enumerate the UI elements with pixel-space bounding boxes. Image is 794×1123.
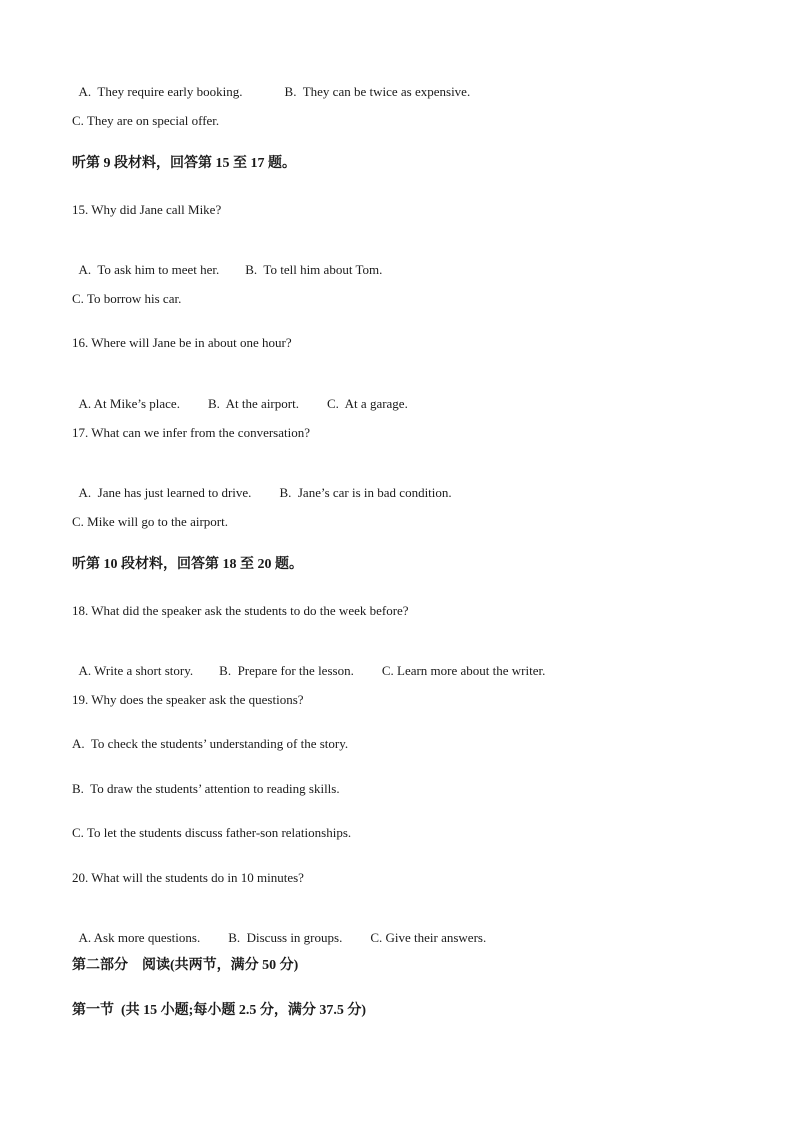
q17-option-a: A. Jane has just learned to drive. [78, 485, 252, 500]
q14-option-b: B. They can be twice as expensive. [284, 84, 471, 99]
part-2-heading: 第二部分 阅读(共两节，满分 50 分) [72, 958, 299, 973]
q20-option-c: C. Give their answers. [370, 930, 487, 945]
line-q20-abc [72, 914, 486, 946]
q20-option-a: A. Ask more questions. [78, 930, 201, 945]
q18-option-c: C. Learn more about the writer. [381, 663, 546, 678]
q19-option-c: C. To let the students discuss father-son relationships. [72, 825, 352, 840]
line-q16-abc [72, 380, 408, 412]
q17-question: 17. What can we infer from the conversation? [72, 425, 310, 440]
q19-option-b: B. To draw the students’ attention to reading skills. [72, 781, 340, 796]
q15-option-c: C. To borrow his car. [72, 291, 182, 306]
line-q15-ab [72, 246, 382, 278]
q20-option-b: B. Discuss in groups. [228, 930, 343, 945]
line-q14-ab [72, 68, 470, 100]
line-q18-abc [72, 647, 545, 679]
q17-option-b: B. Jane’s car is in bad condition. [279, 485, 452, 500]
q17-option-c: C. Mike will go to the airport. [72, 514, 228, 529]
line-q17-ab [72, 469, 452, 501]
q16-question: 16. Where will Jane be in about one hour? [72, 335, 292, 350]
q15-option-a: A. To ask him to meet her. [78, 262, 220, 277]
q19-option-a: A. To check the students’ understanding of the story. [72, 736, 349, 751]
section-1-heading: 第一节 (共 15 小题;每小题 2.5 分，满分 37.5 分) [72, 1003, 366, 1018]
q15-question: 15. Why did Jane call Mike? [72, 202, 222, 217]
q14-option-a: A. They require early booking. [78, 84, 243, 99]
q14-option-c: C. They are on special offer. [72, 113, 220, 128]
q16-option-a: A. At Mike’s place. [78, 396, 180, 411]
q15-option-b: B. To tell him about Tom. [245, 262, 383, 277]
section-9-heading: 听第 9 段材料，回答第 15 至 17 题。 [72, 156, 296, 171]
q18-option-b: B. Prepare for the lesson. [219, 663, 354, 678]
section-10-heading: 听第 10 段材料，回答第 18 至 20 题。 [72, 557, 303, 572]
q20-question: 20. What will the students do in 10 minutes? [72, 870, 304, 885]
q16-option-c: C. At a garage. [326, 396, 408, 411]
q18-question: 18. What did the speaker ask the students to do the week before? [72, 603, 409, 618]
q19-question: 19. Why does the speaker ask the questions? [72, 692, 304, 707]
q18-option-a: A. Write a short story. [78, 663, 194, 678]
q16-option-b: B. At the airport. [207, 396, 299, 411]
